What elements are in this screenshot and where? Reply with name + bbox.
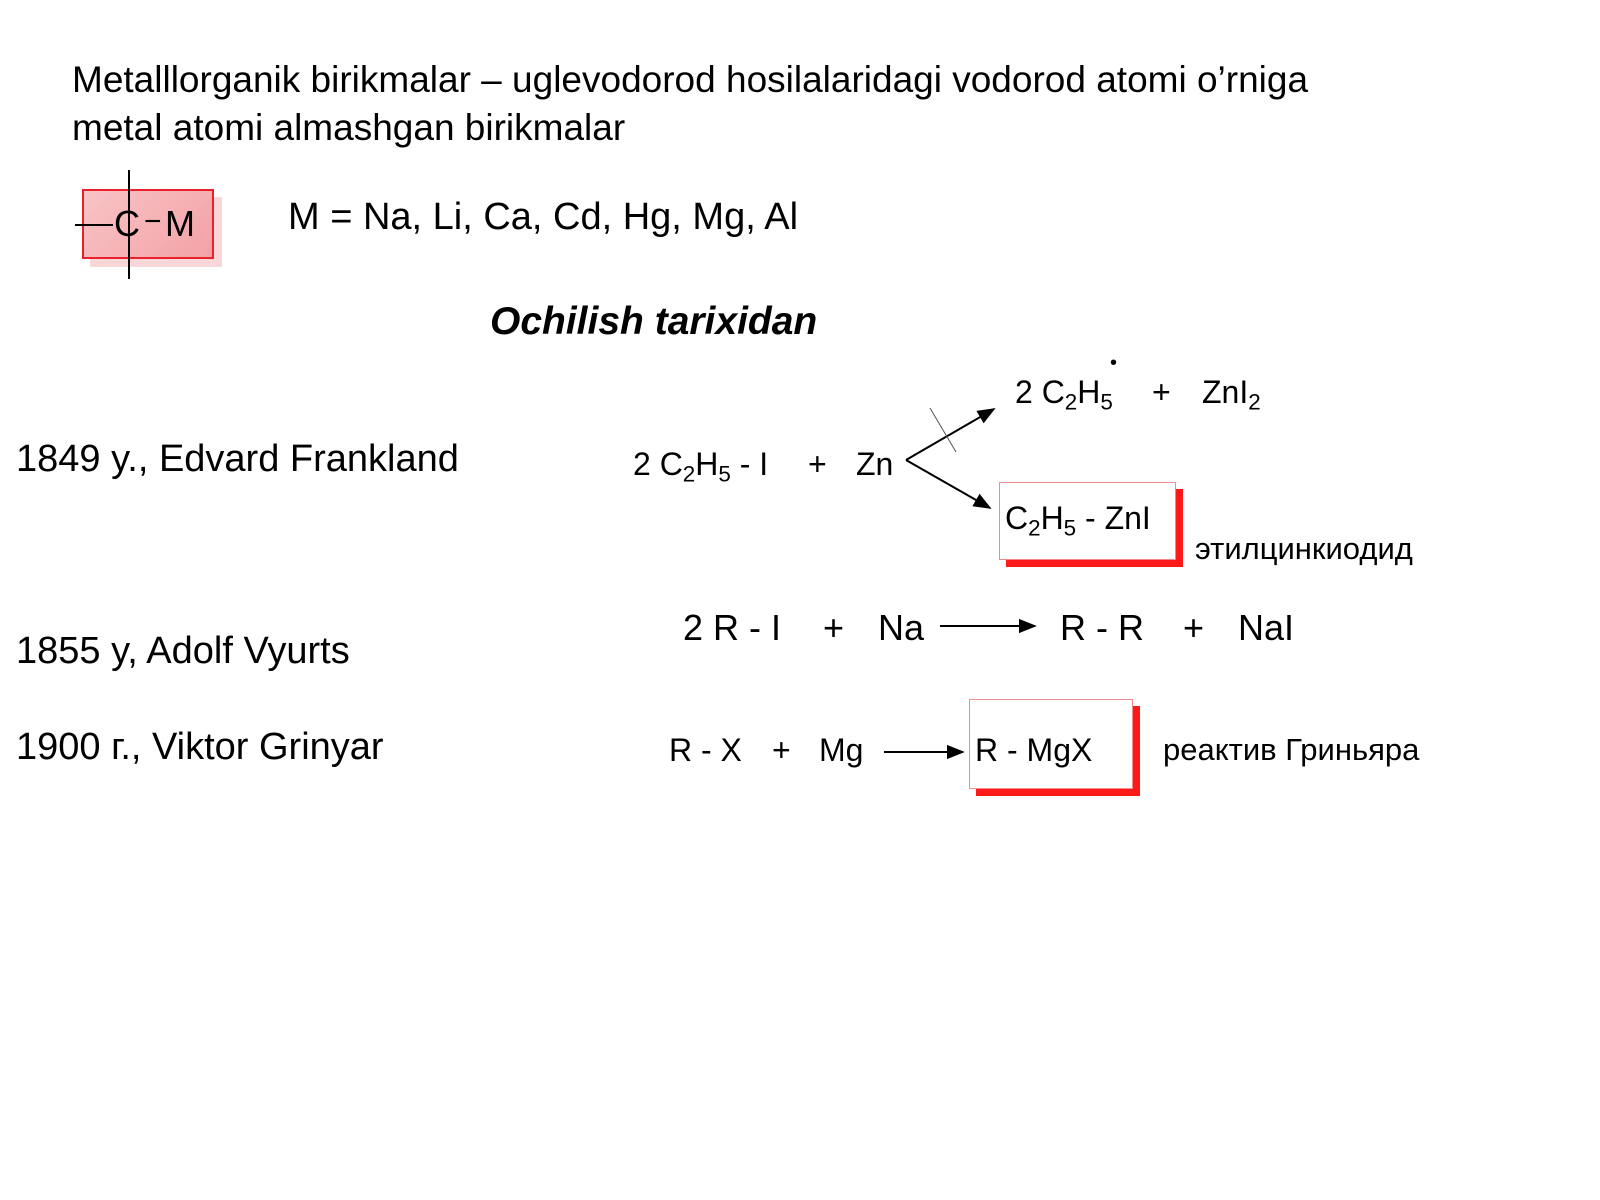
structure-bond: − <box>144 205 162 238</box>
frankland-label: 1849 y., Edvard Frankland <box>16 438 459 480</box>
heading-line-1: Metalllorganik birikmalar – uglevodorod hosilalaridagi vodorod atomi o’rniga <box>72 59 1309 100</box>
wurtz-salt: NaI <box>1238 607 1295 648</box>
grignard-label: 1900 г., Viktor Grinyar <box>16 726 384 768</box>
heading-line-2: metal atomi almashgan birikmalar <box>72 107 626 148</box>
frankland-plus: + <box>808 446 827 482</box>
wurtz-label: 1855 y, Adolf Vyurts <box>16 630 350 672</box>
wurtz-reactant: 2 R - I <box>683 607 782 648</box>
grignard-metal: Mg <box>819 732 864 768</box>
section-subtitle: Ochilish tarixidan <box>490 300 818 343</box>
wurtz-plus-2: + <box>1183 607 1205 648</box>
arrow-down-line <box>906 460 990 508</box>
strike-line <box>930 408 956 452</box>
frankland-salt: ZnI$_2$ <box>1202 374 1261 415</box>
grignard-plus: + <box>772 732 791 768</box>
radical-dot: • <box>1110 352 1118 374</box>
grignard-reactant: R - X <box>669 732 742 768</box>
structure-metal: M <box>165 203 195 244</box>
grignard-product-name: реактив Гриньяра <box>1163 732 1420 767</box>
wurtz-plus: + <box>823 607 845 648</box>
wurtz-product: R - R <box>1060 607 1144 648</box>
frankland-product-top: 2 $C_2H_5$ <box>1015 374 1113 415</box>
structure-carbon: C <box>114 203 140 244</box>
frankland-product-name: этилцинкиодид <box>1195 531 1413 566</box>
frankland-plus-2: + <box>1152 374 1171 410</box>
frankland-reactant: 2 $C_2H_5$ - I <box>633 446 769 487</box>
wurtz-metal: Na <box>878 607 925 648</box>
arrow-up-line <box>906 409 994 460</box>
frankland-metal: Zn <box>856 446 894 482</box>
grignard-product: R - MgX <box>975 732 1093 768</box>
metal-list: M = Na, Li, Ca, Cd, Hg, Mg, Al <box>288 196 799 238</box>
frankland-product-bottom: $C_2H_5$ - ZnI <box>1005 500 1151 541</box>
